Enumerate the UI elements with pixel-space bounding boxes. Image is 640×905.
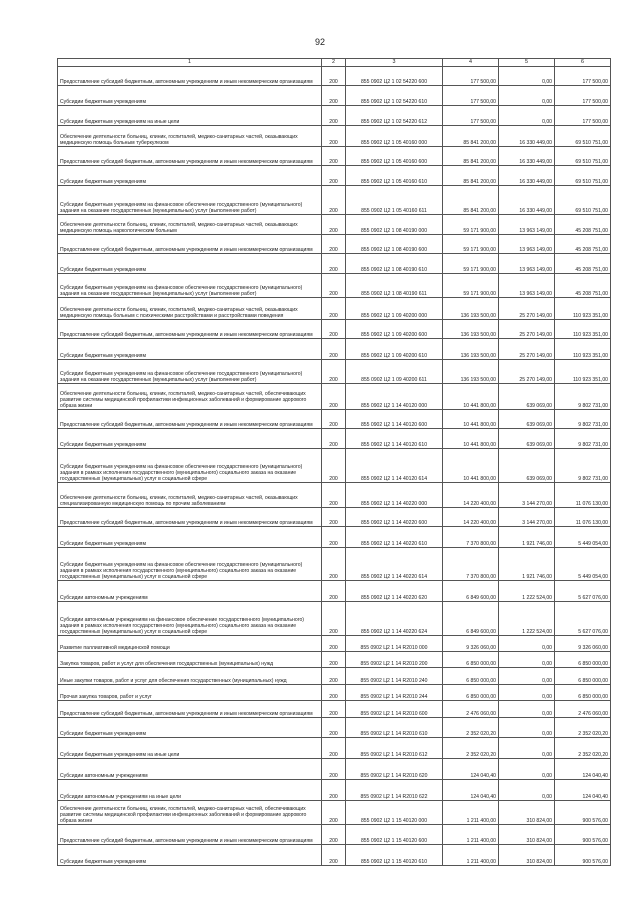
row-line-code: 200 — [322, 274, 346, 298]
row-amount-total: 177 500,00 — [555, 86, 611, 106]
row-amount-change: 0,00 — [499, 636, 555, 652]
row-name: Развитие паллиативной медицинской помощи — [58, 636, 322, 652]
row-line-code: 200 — [322, 186, 346, 215]
row-amount-approved: 6 849 600,00 — [443, 581, 499, 602]
row-budget-code: 855 0902 Ц2 1 14 R2010 622 — [346, 780, 443, 801]
row-budget-code: 855 0902 Ц2 1 08 40190 610 — [346, 254, 443, 274]
row-line-code: 200 — [322, 166, 346, 186]
row-amount-approved: 177 500,00 — [443, 67, 499, 86]
column-header: 1 — [58, 59, 322, 67]
row-name: Иные закупки товаров, работ и услуг для обеспечения государственных (муниципальных) нужд — [58, 668, 322, 685]
row-amount-approved: 2 476 060,00 — [443, 701, 499, 718]
row-line-code: 200 — [322, 360, 346, 384]
row-budget-code: 855 0902 Ц2 1 14 R2010 200 — [346, 652, 443, 668]
row-amount-approved: 59 171 900,00 — [443, 235, 499, 254]
row-budget-code: 855 0902 Ц2 1 02 54220 612 — [346, 106, 443, 126]
row-amount-approved: 14 220 400,00 — [443, 483, 499, 508]
row-line-code: 200 — [322, 759, 346, 780]
row-amount-change: 0,00 — [499, 759, 555, 780]
row-budget-code: 855 0902 Ц2 1 14 R2010 600 — [346, 701, 443, 718]
row-name: Обеспечение деятельности больниц, клиник, госпиталей, медико-санитарных частей, оказывающих медицинскую помощь наркологическим больным — [58, 215, 322, 235]
row-amount-total: 69 510 751,00 — [555, 186, 611, 215]
row-name: Субсидии бюджетным учреждениям — [58, 845, 322, 866]
row-line-code: 200 — [322, 254, 346, 274]
row-amount-approved: 136 193 500,00 — [443, 320, 499, 339]
row-amount-approved: 9 326 060,00 — [443, 636, 499, 652]
row-amount-change: 639 069,00 — [499, 429, 555, 449]
row-line-code: 200 — [322, 527, 346, 548]
row-name: Субсидии автономным учреждениям — [58, 581, 322, 602]
budget-table — [57, 58, 611, 866]
row-line-code: 200 — [322, 636, 346, 652]
table-row — [58, 254, 611, 274]
row-amount-change: 1 921 746,00 — [499, 527, 555, 548]
table-row — [58, 67, 611, 86]
row-budget-code: 855 0902 Ц2 1 09 40200 600 — [346, 320, 443, 339]
row-amount-total: 110 923 351,00 — [555, 360, 611, 384]
table-row — [58, 527, 611, 548]
row-amount-approved: 2 352 020,20 — [443, 738, 499, 759]
row-line-code: 200 — [322, 215, 346, 235]
row-line-code: 200 — [322, 449, 346, 483]
row-line-code: 200 — [322, 483, 346, 508]
row-amount-total: 177 500,00 — [555, 67, 611, 86]
row-amount-approved: 85 841 200,00 — [443, 147, 499, 166]
row-budget-code: 855 0902 Ц2 1 05 40160 611 — [346, 186, 443, 215]
row-amount-total: 69 510 751,00 — [555, 126, 611, 147]
row-line-code: 200 — [322, 508, 346, 527]
row-amount-change: 0,00 — [499, 668, 555, 685]
row-amount-total: 110 923 351,00 — [555, 320, 611, 339]
row-name: Субсидии бюджетным учреждениям на финансовое обеспечение государственного (муниципального) задания в рамках исполнения государственного (муниципального) социального заказа на оказание государственных (муниципальных) услуг в социальной сфере — [58, 548, 322, 581]
table-row — [58, 384, 611, 410]
row-amount-approved: 1 211 400,00 — [443, 801, 499, 825]
row-amount-change: 0,00 — [499, 106, 555, 126]
row-amount-approved: 6 850 000,00 — [443, 668, 499, 685]
table-row — [58, 274, 611, 298]
row-budget-code: 855 0902 Ц2 1 02 54220 610 — [346, 86, 443, 106]
table-row — [58, 360, 611, 384]
row-amount-approved: 59 171 900,00 — [443, 254, 499, 274]
row-budget-code: 855 0902 Ц2 1 14 40220 610 — [346, 527, 443, 548]
row-line-code: 200 — [322, 780, 346, 801]
row-line-code: 200 — [322, 652, 346, 668]
row-budget-code: 855 0902 Ц2 1 14 R2010 612 — [346, 738, 443, 759]
row-amount-change: 0,00 — [499, 67, 555, 86]
row-name: Субсидии бюджетным учреждениям — [58, 339, 322, 360]
table-row — [58, 339, 611, 360]
row-amount-change: 0,00 — [499, 780, 555, 801]
table-row — [58, 825, 611, 845]
row-amount-total: 124 040,40 — [555, 780, 611, 801]
row-amount-approved: 136 193 500,00 — [443, 298, 499, 320]
row-amount-total: 5 449 054,00 — [555, 548, 611, 581]
row-name: Предоставление субсидий бюджетным, автономным учреждениям и иным некоммерческим организациям — [58, 320, 322, 339]
row-amount-approved: 136 193 500,00 — [443, 360, 499, 384]
table-row — [58, 845, 611, 866]
row-amount-change: 16 330 449,00 — [499, 186, 555, 215]
row-name: Субсидии бюджетным учреждениям — [58, 527, 322, 548]
column-header: 6 — [555, 59, 611, 67]
row-budget-code: 855 0902 Ц2 1 14 R2010 620 — [346, 759, 443, 780]
row-name: Предоставление субсидий бюджетным, автономным учреждениям и иным некоммерческим организациям — [58, 508, 322, 527]
row-amount-approved: 10 441 800,00 — [443, 384, 499, 410]
row-amount-total: 69 510 751,00 — [555, 166, 611, 186]
row-amount-approved: 1 211 400,00 — [443, 845, 499, 866]
row-amount-total: 6 850 000,00 — [555, 668, 611, 685]
row-amount-total: 9 802 731,00 — [555, 410, 611, 429]
row-amount-approved: 7 370 800,00 — [443, 527, 499, 548]
row-line-code: 200 — [322, 320, 346, 339]
table-row — [58, 581, 611, 602]
row-amount-change: 13 963 149,00 — [499, 215, 555, 235]
row-amount-total: 900 576,00 — [555, 845, 611, 866]
row-name: Предоставление субсидий бюджетным, автономным учреждениям и иным некоммерческим организациям — [58, 147, 322, 166]
row-amount-total: 2 352 020,20 — [555, 718, 611, 738]
row-amount-total: 110 923 351,00 — [555, 298, 611, 320]
row-amount-approved: 6 849 600,00 — [443, 602, 499, 636]
column-header: 3 — [346, 59, 443, 67]
row-line-code: 200 — [322, 126, 346, 147]
row-line-code: 200 — [322, 384, 346, 410]
row-name: Субсидии автономным учреждениям — [58, 759, 322, 780]
row-budget-code: 855 0902 Ц2 1 08 40190 000 — [346, 215, 443, 235]
row-budget-code: 855 0902 Ц2 1 15 40120 600 — [346, 825, 443, 845]
row-amount-change: 16 330 449,00 — [499, 126, 555, 147]
row-amount-approved: 10 441 800,00 — [443, 410, 499, 429]
row-line-code: 200 — [322, 718, 346, 738]
row-line-code: 200 — [322, 825, 346, 845]
table-row — [58, 320, 611, 339]
row-budget-code: 855 0902 Ц2 1 14 R2010 240 — [346, 668, 443, 685]
row-amount-total: 110 923 351,00 — [555, 339, 611, 360]
row-amount-change: 25 270 149,00 — [499, 298, 555, 320]
row-amount-change: 13 963 149,00 — [499, 235, 555, 254]
table-row — [58, 718, 611, 738]
row-amount-change: 13 963 149,00 — [499, 254, 555, 274]
row-amount-total: 900 576,00 — [555, 825, 611, 845]
table-row — [58, 668, 611, 685]
row-amount-change: 25 270 149,00 — [499, 360, 555, 384]
row-budget-code: 855 0902 Ц2 1 14 R2010 000 — [346, 636, 443, 652]
row-budget-code: 855 0902 Ц2 1 05 40160 000 — [346, 126, 443, 147]
table-row — [58, 166, 611, 186]
row-amount-approved: 136 193 500,00 — [443, 339, 499, 360]
table-row — [58, 636, 611, 652]
row-budget-code: 855 0902 Ц2 1 15 40120 610 — [346, 845, 443, 866]
table-row — [58, 449, 611, 483]
row-line-code: 200 — [322, 801, 346, 825]
row-budget-code: 855 0902 Ц2 1 14 40120 614 — [346, 449, 443, 483]
row-amount-change: 0,00 — [499, 718, 555, 738]
row-name: Субсидии бюджетным учреждениям на финансовое обеспечение государственного (муниципального) задания на оказание государственных (муниципальных) услуг (выполнение работ) — [58, 274, 322, 298]
table-row — [58, 298, 611, 320]
row-name: Предоставление субсидий бюджетным, автономным учреждениям и иным некоммерческим организациям — [58, 410, 322, 429]
row-line-code: 200 — [322, 147, 346, 166]
row-amount-total: 124 040,40 — [555, 759, 611, 780]
row-amount-approved: 124 040,40 — [443, 759, 499, 780]
row-amount-approved: 85 841 200,00 — [443, 166, 499, 186]
row-budget-code: 855 0902 Ц2 1 15 40120 000 — [346, 801, 443, 825]
row-amount-total: 45 208 751,00 — [555, 215, 611, 235]
row-name: Субсидии бюджетным учреждениям на финансовое обеспечение государственного (муниципального) задания в рамках исполнения государственного (муниципального) социального заказа на оказание государственных (муниципальных) услуг в социальной сфере — [58, 449, 322, 483]
row-name: Обеспечение деятельности больниц, клиник, госпиталей, медико-санитарных частей, обеспечивающих развитие системы медицинской профилактики инфекционных заболеваний и формирование здорового образа жизни — [58, 801, 322, 825]
row-amount-approved: 10 441 800,00 — [443, 429, 499, 449]
row-line-code: 200 — [322, 548, 346, 581]
row-budget-code: 855 0902 Ц2 1 05 40160 600 — [346, 147, 443, 166]
row-amount-total: 11 076 130,00 — [555, 508, 611, 527]
table-row — [58, 738, 611, 759]
row-amount-change: 3 144 270,00 — [499, 483, 555, 508]
row-name: Обеспечение деятельности больниц, клиник, госпиталей, медико-санитарных частей, оказывающих медицинскую помощь больным туберкулезом — [58, 126, 322, 147]
row-amount-total: 177 500,00 — [555, 106, 611, 126]
row-line-code: 200 — [322, 298, 346, 320]
row-amount-total: 5 627 076,00 — [555, 581, 611, 602]
row-amount-total: 6 850 000,00 — [555, 685, 611, 701]
row-amount-total: 45 208 751,00 — [555, 274, 611, 298]
row-name: Субсидии бюджетным учреждениям — [58, 166, 322, 186]
column-header: 4 — [443, 59, 499, 67]
table-row — [58, 235, 611, 254]
row-budget-code: 855 0902 Ц2 1 08 40190 611 — [346, 274, 443, 298]
row-amount-change: 310 824,00 — [499, 825, 555, 845]
row-amount-change: 13 963 149,00 — [499, 274, 555, 298]
row-name: Субсидии бюджетным учреждениям на иные цели — [58, 738, 322, 759]
row-budget-code: 855 0902 Ц2 1 14 40220 600 — [346, 508, 443, 527]
row-amount-approved: 1 211 400,00 — [443, 825, 499, 845]
row-line-code: 200 — [322, 67, 346, 86]
row-amount-approved: 6 850 000,00 — [443, 685, 499, 701]
table-row — [58, 86, 611, 106]
row-amount-total: 69 510 751,00 — [555, 147, 611, 166]
row-budget-code: 855 0902 Ц2 1 02 54220 600 — [346, 67, 443, 86]
row-budget-code: 855 0902 Ц2 1 14 40220 620 — [346, 581, 443, 602]
row-amount-change: 0,00 — [499, 701, 555, 718]
row-amount-approved: 6 850 000,00 — [443, 652, 499, 668]
row-amount-total: 9 802 731,00 — [555, 429, 611, 449]
row-budget-code: 855 0902 Ц2 1 14 40120 000 — [346, 384, 443, 410]
column-header: 5 — [499, 59, 555, 67]
row-amount-change: 1 222 524,00 — [499, 581, 555, 602]
row-amount-change: 25 270 149,00 — [499, 339, 555, 360]
row-amount-approved: 85 841 200,00 — [443, 186, 499, 215]
row-name: Субсидии бюджетным учреждениям — [58, 86, 322, 106]
row-name: Обеспечение деятельности больниц, клиник, госпиталей, медико-санитарных частей, обеспечивающих развитие системы медицинской профилактики инфекционных заболеваний и формирование здорового образа жизни — [58, 384, 322, 410]
table-row — [58, 701, 611, 718]
row-line-code: 200 — [322, 410, 346, 429]
table-row — [58, 483, 611, 508]
row-name: Субсидии бюджетным учреждениям на иные цели — [58, 106, 322, 126]
row-amount-change: 0,00 — [499, 86, 555, 106]
row-name: Субсидии бюджетным учреждениям — [58, 254, 322, 274]
row-line-code: 200 — [322, 339, 346, 360]
row-budget-code: 855 0902 Ц2 1 08 40190 600 — [346, 235, 443, 254]
row-name: Предоставление субсидий бюджетным, автономным учреждениям и иным некоммерческим организациям — [58, 701, 322, 718]
row-name: Обеспечение деятельности больниц, клиник, госпиталей, медико-санитарных частей, оказывающих медицинскую помощь больным с психическими расстройствами и расстройствами поведения — [58, 298, 322, 320]
row-amount-change: 25 270 149,00 — [499, 320, 555, 339]
row-name: Субсидии бюджетным учреждениям на финансовое обеспечение государственного (муниципального) задания на оказание государственных (муниципальных) услуг (выполнение работ) — [58, 186, 322, 215]
row-budget-code: 855 0902 Ц2 1 14 40220 000 — [346, 483, 443, 508]
row-amount-approved: 2 352 020,20 — [443, 718, 499, 738]
row-amount-total: 5 627 076,00 — [555, 602, 611, 636]
table-row — [58, 548, 611, 581]
row-amount-change: 639 069,00 — [499, 449, 555, 483]
row-name: Прочая закупка товаров, работ и услуг — [58, 685, 322, 701]
row-amount-change: 3 144 270,00 — [499, 508, 555, 527]
column-header: 2 — [322, 59, 346, 67]
row-amount-change: 1 921 746,00 — [499, 548, 555, 581]
row-amount-change: 0,00 — [499, 738, 555, 759]
row-name: Субсидии бюджетным учреждениям на финансовое обеспечение государственного (муниципального) задания на оказание государственных (муниципальных) услуг (выполнение работ) — [58, 360, 322, 384]
row-line-code: 200 — [322, 668, 346, 685]
row-budget-code: 855 0902 Ц2 1 14 R2010 610 — [346, 718, 443, 738]
page-number: 92 — [314, 37, 325, 47]
column-number-row — [58, 59, 611, 67]
row-amount-total: 5 449 054,00 — [555, 527, 611, 548]
row-name: Закупка товаров, работ и услуг для обеспечения государственных (муниципальных) нужд — [58, 652, 322, 668]
row-budget-code: 855 0902 Ц2 1 14 40120 610 — [346, 429, 443, 449]
row-amount-total: 9 802 731,00 — [555, 449, 611, 483]
row-amount-total: 9 802 731,00 — [555, 384, 611, 410]
row-amount-change: 310 824,00 — [499, 845, 555, 866]
row-amount-approved: 59 171 900,00 — [443, 215, 499, 235]
row-amount-change: 310 824,00 — [499, 801, 555, 825]
table-row — [58, 429, 611, 449]
table-row — [58, 186, 611, 215]
row-line-code: 200 — [322, 602, 346, 636]
row-name: Субсидии бюджетным учреждениям — [58, 429, 322, 449]
row-amount-change: 639 069,00 — [499, 410, 555, 429]
row-amount-approved: 177 500,00 — [443, 106, 499, 126]
row-budget-code: 855 0902 Ц2 1 09 40200 000 — [346, 298, 443, 320]
table-row — [58, 508, 611, 527]
row-amount-total: 2 476 060,00 — [555, 701, 611, 718]
row-amount-total: 6 850 000,00 — [555, 652, 611, 668]
row-amount-approved: 7 370 800,00 — [443, 548, 499, 581]
row-name: Предоставление субсидий бюджетным, автономным учреждениям и иным некоммерческим организациям — [58, 67, 322, 86]
row-name: Предоставление субсидий бюджетным, автономным учреждениям и иным некоммерческим организациям — [58, 825, 322, 845]
row-name: Субсидии бюджетным учреждениям — [58, 718, 322, 738]
table-row — [58, 759, 611, 780]
row-budget-code: 855 0902 Ц2 1 14 40220 614 — [346, 548, 443, 581]
row-budget-code: 855 0902 Ц2 1 09 40200 610 — [346, 339, 443, 360]
row-amount-total: 9 326 060,00 — [555, 636, 611, 652]
row-amount-approved: 59 171 900,00 — [443, 274, 499, 298]
row-amount-change: 639 069,00 — [499, 384, 555, 410]
row-line-code: 200 — [322, 738, 346, 759]
table-row — [58, 126, 611, 147]
table-row — [58, 602, 611, 636]
row-line-code: 200 — [322, 581, 346, 602]
row-amount-total: 11 076 130,00 — [555, 483, 611, 508]
row-amount-change: 0,00 — [499, 685, 555, 701]
row-amount-approved: 85 841 200,00 — [443, 126, 499, 147]
row-budget-code: 855 0902 Ц2 1 05 40160 610 — [346, 166, 443, 186]
table-row — [58, 147, 611, 166]
table-row — [58, 410, 611, 429]
row-amount-change: 0,00 — [499, 652, 555, 668]
row-amount-total: 2 352 020,20 — [555, 738, 611, 759]
row-name: Предоставление субсидий бюджетным, автономным учреждениям и иным некоммерческим организациям — [58, 235, 322, 254]
table-row — [58, 801, 611, 825]
row-budget-code: 855 0902 Ц2 1 14 40220 624 — [346, 602, 443, 636]
row-name: Обеспечение деятельности больниц, клиник, госпиталей, медико-санитарных частей, оказывающих специализированную медицинскую помощь по прочим заболеваниям — [58, 483, 322, 508]
row-line-code: 200 — [322, 429, 346, 449]
table-row — [58, 685, 611, 701]
row-amount-total: 900 576,00 — [555, 801, 611, 825]
row-amount-approved: 177 500,00 — [443, 86, 499, 106]
row-amount-change: 1 222 524,00 — [499, 602, 555, 636]
row-amount-change: 16 330 449,00 — [499, 166, 555, 186]
row-budget-code: 855 0902 Ц2 1 09 40200 611 — [346, 360, 443, 384]
table-row — [58, 652, 611, 668]
row-amount-approved: 10 441 800,00 — [443, 449, 499, 483]
table-row — [58, 780, 611, 801]
table-row — [58, 106, 611, 126]
row-line-code: 200 — [322, 845, 346, 866]
row-amount-total: 45 208 751,00 — [555, 254, 611, 274]
row-line-code: 200 — [322, 701, 346, 718]
row-amount-change: 16 330 449,00 — [499, 147, 555, 166]
row-line-code: 200 — [322, 685, 346, 701]
row-name: Субсидии автономным учреждениям на финансовое обеспечение государственного (муниципального) задания в рамках исполнения государственного (муниципального) социального заказа на оказание государственных (муниципальных) услуг в социальной сфере — [58, 602, 322, 636]
row-line-code: 200 — [322, 86, 346, 106]
row-budget-code: 855 0902 Ц2 1 14 40120 600 — [346, 410, 443, 429]
row-line-code: 200 — [322, 106, 346, 126]
row-line-code: 200 — [322, 235, 346, 254]
row-name: Субсидии автономным учреждениям на иные цели — [58, 780, 322, 801]
row-amount-approved: 124 040,40 — [443, 780, 499, 801]
row-budget-code: 855 0902 Ц2 1 14 R2010 244 — [346, 685, 443, 701]
row-amount-total: 45 208 751,00 — [555, 235, 611, 254]
table-row — [58, 215, 611, 235]
row-amount-approved: 14 220 400,00 — [443, 508, 499, 527]
